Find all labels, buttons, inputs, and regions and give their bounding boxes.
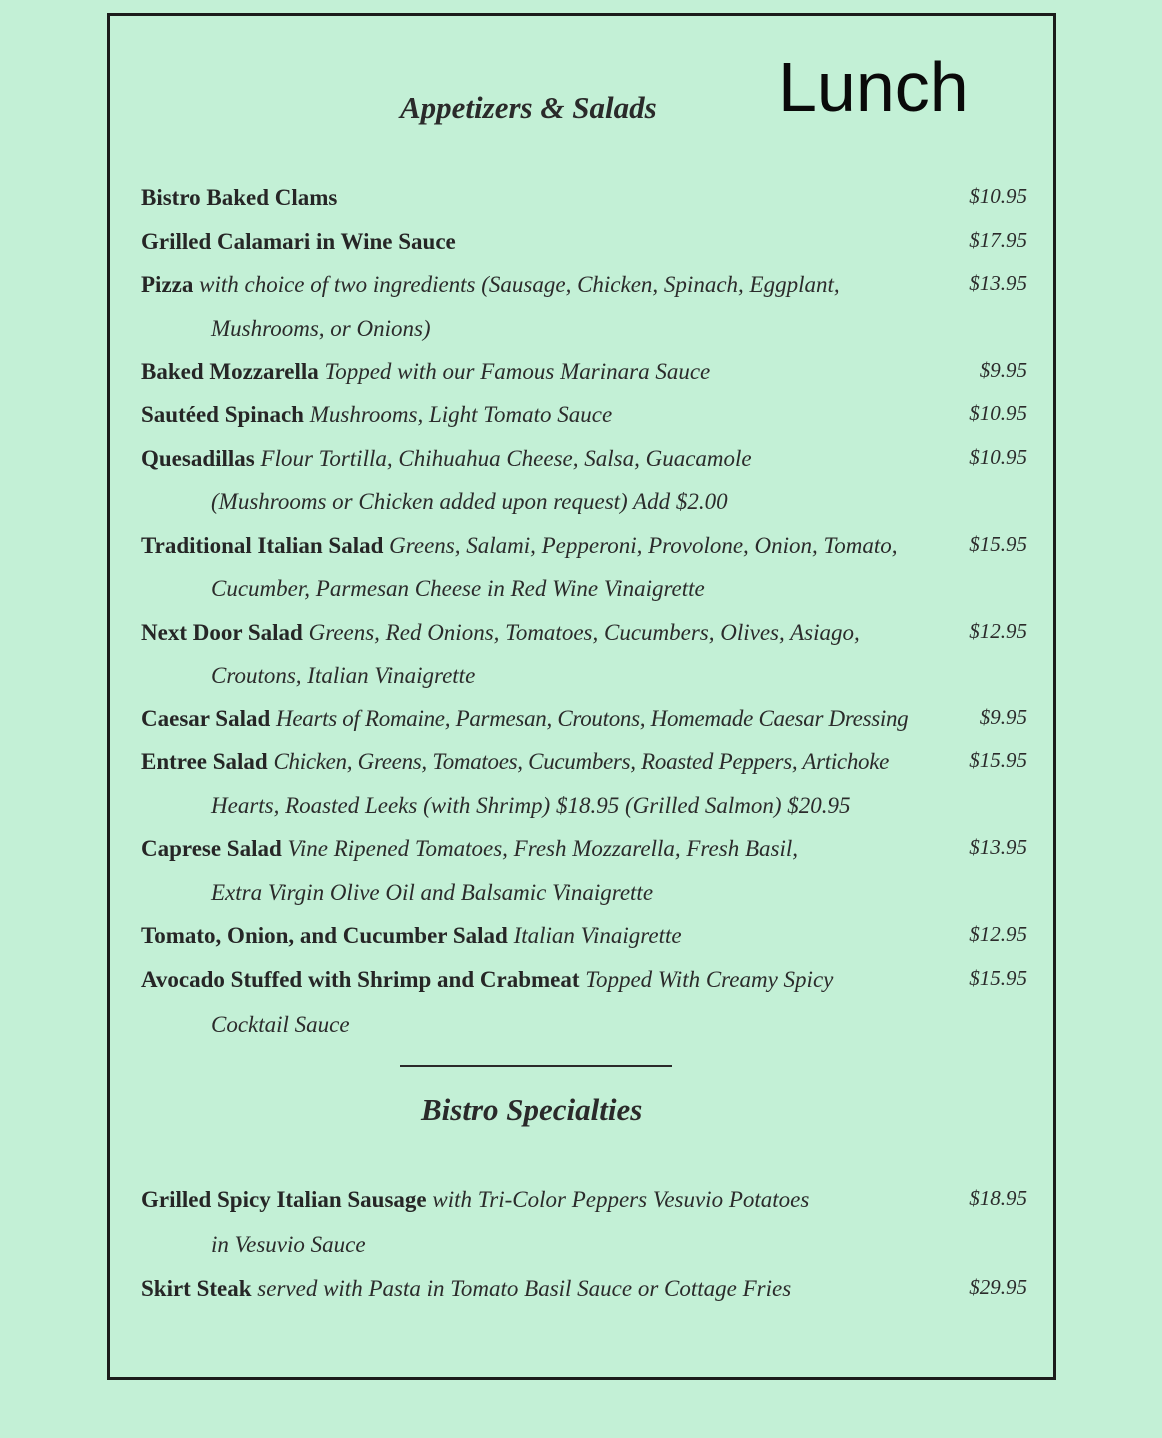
- menu-item-description: Mushrooms, Light Tomato Sauce: [309, 402, 613, 427]
- menu-item-description-2: (Mushrooms or Chicken added upon request) Add $2.00: [211, 489, 728, 514]
- menu-item-price: $13.95: [969, 835, 1027, 859]
- menu-item-name: Skirt Steak: [141, 1276, 252, 1301]
- menu-item-price: $9.95: [979, 705, 1027, 729]
- menu-item-description: with choice of two ingredients (Sausage, Chicken, Spinach, Eggplant,: [199, 272, 840, 297]
- menu-item-description: served with Pasta in Tomato Basil Sauce or Cottage Fries: [257, 1276, 792, 1301]
- menu-item-line: [141, 924, 682, 947]
- lunch-label: Lunch: [778, 48, 969, 126]
- menu-item-name: Grilled Calamari in Wine Sauce: [141, 229, 456, 254]
- menu-item-description-continued: [211, 881, 653, 904]
- menu-item-price: $12.95: [969, 619, 1027, 643]
- menu-item-line: [141, 750, 889, 773]
- menu-item-line: [141, 837, 798, 860]
- menu-item-name: Sautéed Spinach: [141, 402, 304, 427]
- menu-item-description: Hearts of Romaine, Parmesan, Croutons, Homemade Caesar Dressing: [276, 706, 909, 731]
- menu-item-price: $15.95: [969, 966, 1027, 990]
- menu-item-name: Caesar Salad: [141, 706, 271, 731]
- menu-item-price: $9.95: [979, 358, 1027, 382]
- menu-item-description-continued: [211, 577, 705, 600]
- menu-item-price: $10.95: [969, 184, 1027, 208]
- menu-item-price: $15.95: [969, 748, 1027, 772]
- menu-item-description: Greens, Salami, Pepperoni, Provolone, Onion, Tomato,: [389, 533, 898, 558]
- menu-item-description-continued: [211, 317, 431, 340]
- menu-item-price: $18.95: [969, 1186, 1027, 1210]
- menu-item-description-2: Hearts, Roasted Leeks (with Shrimp) $18.95 (Grilled Salmon) $20.95: [211, 793, 851, 818]
- menu-item-description: Greens, Red Onions, Tomatoes, Cucumbers, Olives, Asiago,: [308, 620, 860, 645]
- menu-item-description-continued: [211, 794, 850, 817]
- section-divider: [400, 1065, 672, 1067]
- section-title-appetizers: Appetizers & Salads: [400, 90, 657, 125]
- menu-item-description-continued: [211, 1233, 366, 1256]
- menu-item-line: [141, 1277, 791, 1300]
- menu-item-line: [141, 403, 612, 426]
- menu-item-line: [141, 707, 908, 730]
- menu-item-description: Topped With Creamy Spicy: [585, 967, 834, 992]
- menu-item-name: Caprese Salad: [141, 836, 282, 861]
- menu-item-name: Pizza: [141, 272, 194, 297]
- menu-item-line: [141, 534, 897, 557]
- menu-item-description-2: Cocktail Sauce: [211, 1012, 350, 1037]
- section-title-specialties: Bistro Specialties: [421, 1092, 643, 1127]
- menu-item-description-2: Cucumber, Parmesan Cheese in Red Wine Vinaigrette: [211, 576, 705, 601]
- menu-item-description-continued: [211, 1013, 350, 1036]
- menu-item-price: $17.95: [969, 228, 1027, 252]
- menu-item-name: Next Door Salad: [141, 620, 303, 645]
- menu-item-line: [141, 447, 752, 470]
- menu-item-description: Topped with our Famous Marinara Sauce: [324, 359, 711, 384]
- menu-item-description-2: Extra Virgin Olive Oil and Balsamic Vinaigrette: [211, 880, 654, 905]
- menu-item-description-2: Mushrooms, or Onions): [211, 316, 431, 341]
- menu-item-price: $29.95: [969, 1275, 1027, 1299]
- menu-item-name: Quesadillas: [141, 446, 255, 471]
- menu-item-description: Italian Vinaigrette: [513, 923, 682, 948]
- menu-item-line: [141, 621, 860, 644]
- menu-item-line: [141, 360, 710, 383]
- menu-item-description: Chicken, Greens, Tomatoes, Cucumbers, Roasted Peppers, Artichoke: [273, 749, 890, 774]
- menu-item-price: $13.95: [969, 271, 1027, 295]
- menu-item-line: [141, 273, 840, 296]
- menu-item-name: Bistro Baked Clams: [141, 185, 338, 210]
- menu-item-line: [141, 186, 337, 209]
- menu-item-description: Flour Tortilla, Chihuahua Cheese, Salsa, Guacamole: [260, 446, 752, 471]
- menu-border: [107, 13, 1056, 1380]
- menu-item-price: $12.95: [969, 922, 1027, 946]
- menu-item-name: Tomato, Onion, and Cucumber Salad: [141, 923, 508, 948]
- menu-item-description-continued: [211, 490, 728, 513]
- menu-item-line: [141, 968, 833, 991]
- menu-item-description-2: Croutons, Italian Vinaigrette: [211, 663, 476, 688]
- menu-item-price: $10.95: [969, 401, 1027, 425]
- menu-item-name: Entree Salad: [141, 749, 268, 774]
- menu-item-name: Traditional Italian Salad: [141, 533, 384, 558]
- menu-item-description: Vine Ripened Tomatoes, Fresh Mozzarella, Fresh Basil,: [287, 836, 798, 861]
- menu-item-name: Baked Mozzarella: [141, 359, 319, 384]
- menu-item-price: $10.95: [969, 445, 1027, 469]
- menu-item-line: [141, 1188, 809, 1211]
- menu-item-description-continued: [211, 664, 475, 687]
- menu-item-description: with Tri-Color Peppers Vesuvio Potatoes: [432, 1187, 810, 1212]
- menu-item-name: Grilled Spicy Italian Sausage: [141, 1187, 427, 1212]
- menu-item-line: [141, 230, 456, 253]
- menu-item-name: Avocado Stuffed with Shrimp and Crabmeat: [141, 967, 580, 992]
- menu-item-price: $15.95: [969, 532, 1027, 556]
- menu-item-description-2: in Vesuvio Sauce: [211, 1232, 366, 1257]
